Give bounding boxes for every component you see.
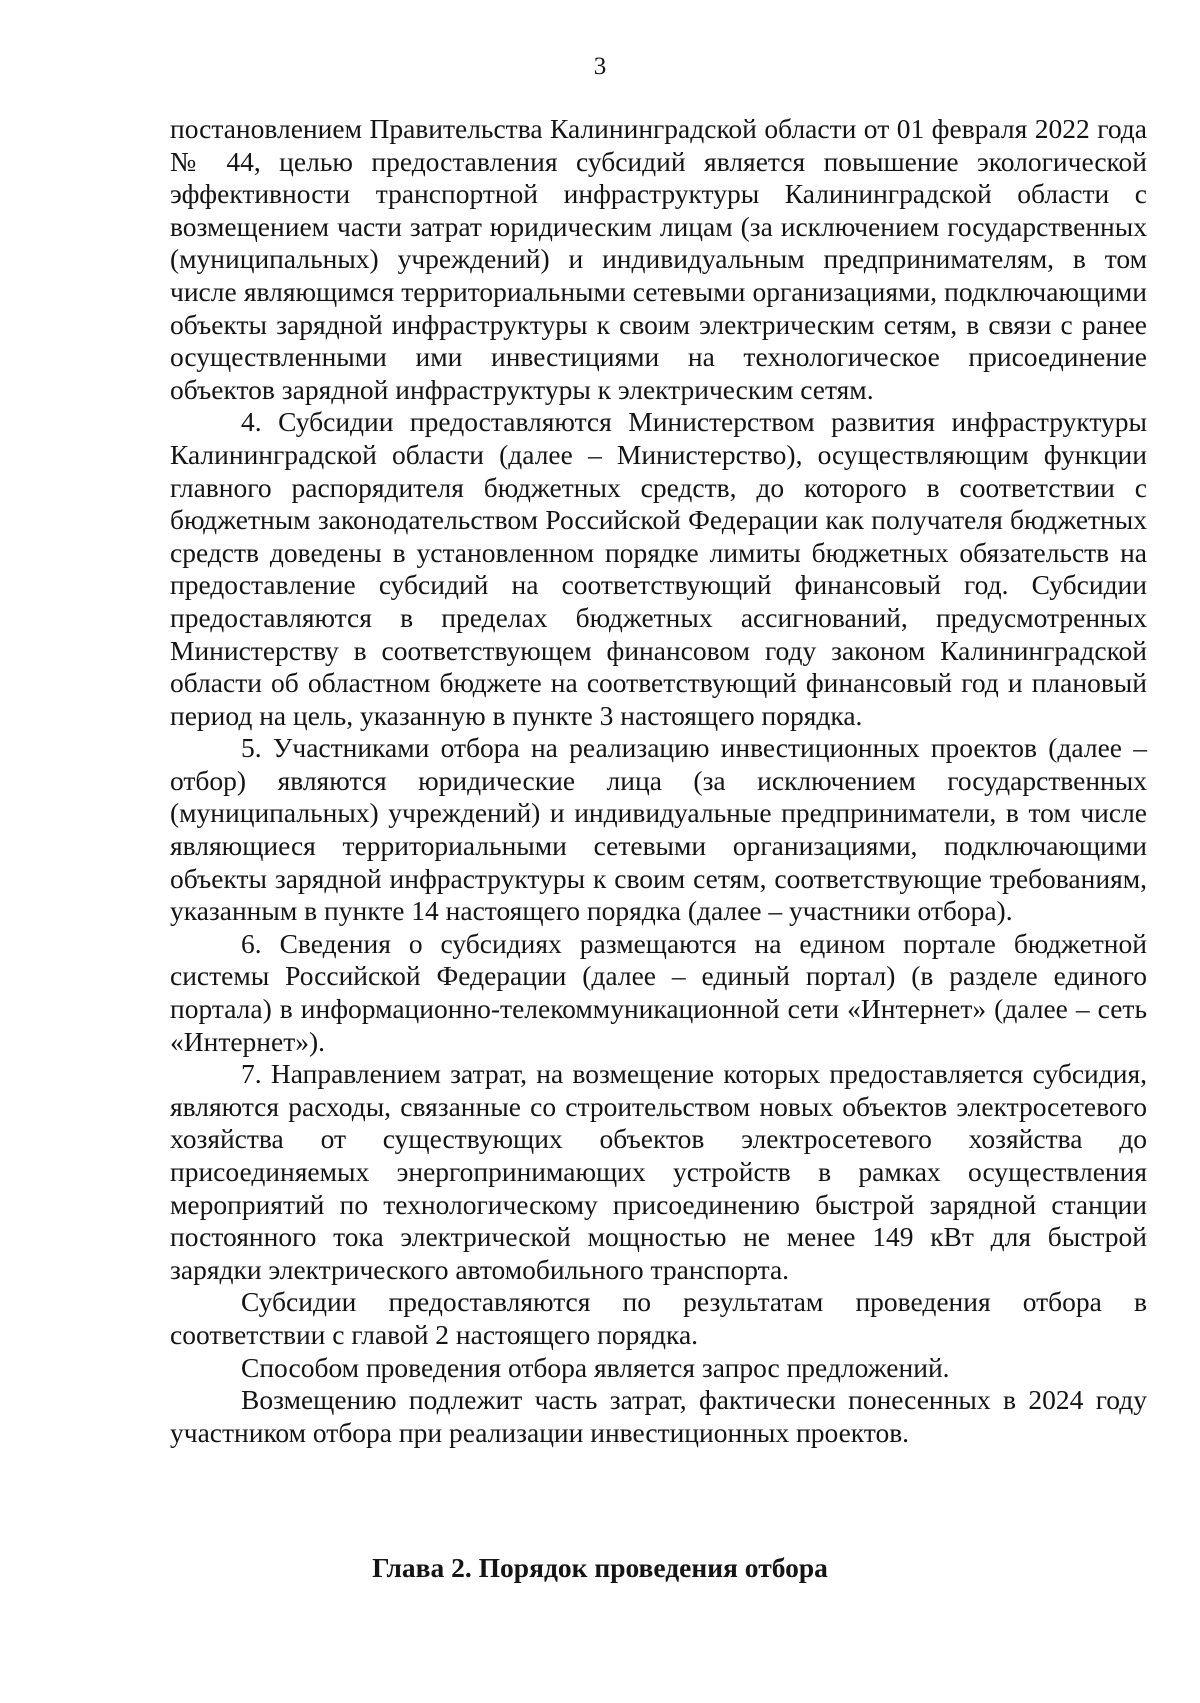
document-body <box>170 113 1147 1449</box>
paragraph-item-5: 5. Участниками отбора на реализацию инвестиционных проектов (далее – отбор) являются юридические лица (за исключением государственных (муниципальных) учреждений) и индивидуальные предприниматели, в том числе являющиеся территориальными сетевыми организациями, подключающими объекты зарядной инфраструктуры к своим сетям, соответствующие требованиям, указанным в пункте 14 настоящего порядка (далее – участники отбора). <box>170 732 1147 927</box>
paragraph-continuation: постановлением Правительства Калининградской области от 01 февраля 2022 года № 44, целью предоставления субсидий является повышение экологической эффективности транспортной инфраструктуры Калининградской области с возмещением части затрат юридическим лицам (за исключением государственных (муниципальных) учреждений) и индивидуальным предпринимателям, в том числе являющимся территориальными сетевыми организациями, подключающими объекты зарядной инфраструктуры к своим электрическим сетям, в связи с ранее осуществленными ими инвестициями на технологическое присоединение объектов зарядной инфраструктуры к электрическим сетям. <box>170 113 1147 405</box>
paragraph-item-6: 6. Сведения о субсидиях размещаются на едином портале бюджетной системы Российской Федерации (далее – единый портал) (в разделе единого портала) в информационно-телекоммуникационной сети «Интернет» (далее – сеть «Интернет»). <box>170 927 1147 1057</box>
paragraph-item-4: 4. Субсидии предоставляются Министерством развития инфраструктуры Калининградской области (далее – Министерство), осуществляющим функции главного распорядителя бюджетных средств, до которого в соответствии с бюджетным законодательством Российской Федерации как получателя бюджетных средств доведены в установленном порядке лимиты бюджетных обязательств на предоставление субсидий на соответствующий финансовый год. Субсидии предоставляются в пределах бюджетных ассигнований, предусмотренных Министерству в соответствующем финансовом году законом Калининградской области об областном бюджете на соответствующий финансовый год и плановый период на цель, указанную в пункте 3 настоящего порядка. <box>170 406 1147 731</box>
chapter-heading: Глава 2. Порядок проведения отбора <box>372 1552 828 1583</box>
paragraph-selection-basis: Субсидии предоставляются по результатам проведения отбора в соответствии с главой 2 настоящего порядка. <box>170 1286 1147 1350</box>
paragraph-selection-method: Способом проведения отбора является запрос предложений. <box>241 1351 950 1383</box>
paragraph-item-7: 7. Направлением затрат, на возмещение которых предоставляется субсидия, являются расходы, связанные со строительством новых объектов электросетевого хозяйства от существующих объектов электросетевого хозяйства до присоединяемых энергопринимающих устройств в рамках осуществления мероприятий по технологическому присоединению быстрой зарядной станции постоянного тока электрической мощностью не менее 149 кВт для быстрой зарядки электрического автомобильного транспорта. <box>170 1058 1147 1285</box>
paragraph-reimbursement: Возмещению подлежит часть затрат, фактически понесенных в 2024 году участником отбора при реализации инвестиционных проектов. <box>170 1384 1147 1448</box>
page-number: 3 <box>593 53 607 80</box>
